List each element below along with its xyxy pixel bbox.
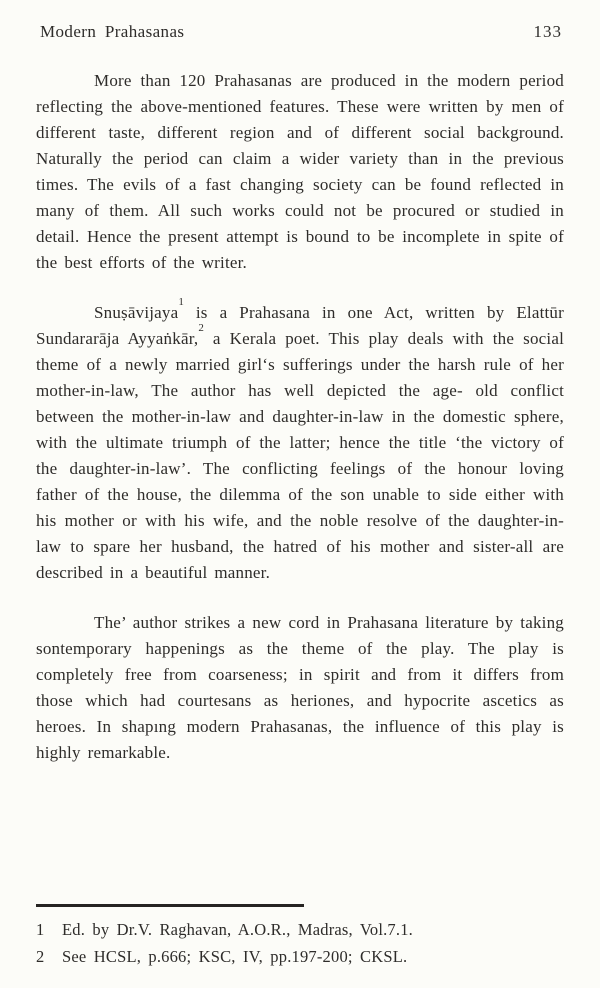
footnote-2 xyxy=(36,943,564,970)
footnote-ref-2: 2 xyxy=(198,322,204,335)
paragraph-2 xyxy=(36,296,564,586)
paragraph-1-text: More than 120 Prahasanas are produced in the modern period reflecting the above-mentioned features. These were written by men of different taste, different region and of different social background. Naturally the period can claim a wider variety than in the previous times. The evils of a fast changing society can be found reflected in many of them. All such works could not be procured or studied in detail. Hence the present attempt is bound to be incomplete in spite of the best efforts of the writer. xyxy=(36,71,564,272)
paragraph-2-text-2: is a Prahasana in one Act, written by Elattūr Sundararāja Ayyaṅkār, xyxy=(36,303,564,348)
page-body xyxy=(36,68,564,766)
paragraph-3-text: The’ author strikes a new cord in Prahasana literature by taking sontemporary happenings as the theme of the play. The play is completely free from coarseness; in spirit and from it differs from those which had courtesans as heriones, and hypocrite ascetics as heroes. In shapıng modern Prahasanas, the influence of this play is highly remarkable. xyxy=(36,613,564,762)
footnote-separator xyxy=(36,904,304,907)
footnote-2-text: See HCSL, p.666; KSC, IV, pp.197-200; CKSL. xyxy=(62,947,408,966)
paragraph-3 xyxy=(36,610,564,766)
footnote-2-number: 2 xyxy=(36,947,45,966)
footnote-1-number: 1 xyxy=(36,920,45,939)
footnotes-section xyxy=(36,904,564,972)
paragraph-1 xyxy=(36,68,564,276)
paragraph-2-text-3: a Kerala poet. This play deals with the social theme of a newly married girl‘s sufferings under the harsh rule of her mother-in-law, The author has well depicted the age- old conflict between the mother-in-law and daughter-in-law in the domestic sphere, with the ultimate triumph of the latter; hence the title ‘the victory of the daughter-in-law’. The conflicting feelings of the honour loving father of the house, the dilemma of the son unable to side either with his mother or with his wife, and the noble resolve of the daughter-in-law to spare her husband, the hatred of his mother and sister-all are described in a beautiful manner. xyxy=(36,329,564,582)
footnote-1 xyxy=(36,916,564,943)
page-number: 133 xyxy=(533,22,562,41)
page-header xyxy=(40,22,562,42)
footnote-ref-1: 1 xyxy=(178,296,184,309)
footnote-1-text: Ed. by Dr.V. Raghavan, A.O.R., Madras, Vol.7.1. xyxy=(62,920,413,939)
running-title: Modern Prahasanas xyxy=(40,22,185,41)
paragraph-2-text-1: Snuṣāvijaya xyxy=(94,303,179,322)
